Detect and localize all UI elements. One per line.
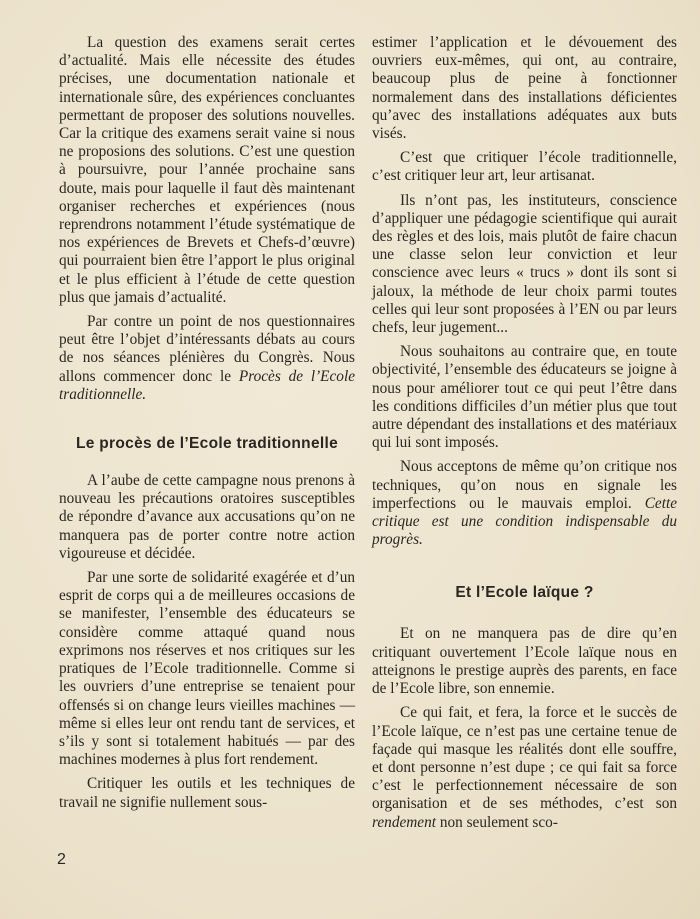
paragraph-text: Par contre un point de nos questionnaires peut être l’objet d’intéressants débats au cours de nos séances plénières du Congrès. Nous allons commencer donc le [59,313,355,385]
paragraph: Critiquer les outils et les techniques de travail ne signifie nullement sous- [59,775,355,811]
section-heading: Et l’Ecole laïque ? [455,584,594,602]
left-column [59,34,355,818]
right-column [372,34,677,838]
paragraph [372,458,677,549]
paragraph: La question des examens serait certes d’actualité. Mais elle nécessite des études précises, une documentation nationale et internationale sûre, des expériences concluantes permettant de proposer des solutions nouvelles. Car la critique des examens serait vaine si nous ne proposions des solutions. C’est une question à poursuivre, pour l’année prochaine sans doute, mais pour laquelle il faut dès maintenant organiser recherches et expériences (nous reprendrons notamment l’étude systématique de nos expériences de Brevets et Chefs-d’œuvre) qui pourraient bien être l’apport le plus original et le plus efficient à l’étude de cette question plus que jamais d’actualité. [59,34,355,306]
paragraph: A l’aube de cette campagne nous prenons à nouveau les précautions oratoires susceptibles de répondre d’avance aux accusations qu’on ne manquera pas de porter contre notre action vigoureuse et décidée. [59,472,355,562]
paragraph: Et on ne manquera pas de dire qu’en critiquant ouvertement l’Ecole laïque nous en atteignons le prestige auprès des parents, en face de l’Ecole libre, son ennemie. [372,625,677,698]
paragraph: C’est que critiquer l’école traditionnelle, c’est critiquer leur art, leur artisanat. [372,149,677,185]
paragraph-text: Nous acceptons de même qu’on critique nos techniques, qu’on nous en signale les imperfections ou le mauvais emploi. [372,458,677,512]
paragraph: Ils n’ont pas, les instituteurs, conscience d’appliquer une pédagogie scientifique qui aurait des règles et des lois, mais plutôt de faire chacun une classe selon leur conviction et leur conscience avec leurs « trucs » dont ils sont si jaloux, la méthode de leur choix parmi toutes celles qui leur sont proposées à l’EN ou par leurs chefs, leur jugement... [372,191,677,337]
paragraph-text: non seulement sco- [436,813,558,831]
emphasis-text: Cette critique est une condition indispensable du progrès. [372,494,677,549]
paragraph: estimer l’application et le dévouement des ouvriers eux-mêmes, qui ont, au contraire, beaucoup plus de peine à fonctionner normalement dans des installations déficientes qu’avec des installations adéquates aux buts visés. [372,34,677,143]
page-number: 2 [57,851,66,868]
paragraph [372,704,677,831]
section-heading: Le procès de l’Ecole traditionnelle [75,435,338,453]
paragraph [59,313,355,404]
emphasis-text: rendement [372,813,436,831]
paragraph-text: Ce qui fait, et fera, la force et le succès de l’Ecole laïque, ce n’est pas une certaine tenue de façade qui masque les réalités dont elle souffre, et dont personne n’est dupe ; ce qui fait sa force c’est le perfectionnement nécessaire de son organisation et de ses méthodes, c’est son [372,704,677,813]
emphasis-text: Procès de l’Ecole traditionnelle. [59,367,355,403]
paragraph: Par une sorte de solidarité exagérée et d’un esprit de corps qui a de meilleures occasions de se manifester, l’ensemble des éducateurs se considère comme attaqué quand nous exprimons nos réserves et nos critiques sur les pratiques de l’Ecole traditionnelle. Comme si les ouvriers d’une entreprise se tenaient pour offensés si on change leurs vieilles machines — même si elles leur ont rendu tant de services, et s’ils y sont si totalement habitués — par des machines modernes à plus fort rendement. [59,569,355,769]
paragraph: Nous souhaitons au contraire que, en toute objectivité, l’ensemble des éducateurs se joigne à nous pour améliorer tout ce qui peut l’être dans les conditions difficiles d’un métier plus que tout autre dépendant des installations et des matériaux qui lui sont imposés. [372,343,677,452]
